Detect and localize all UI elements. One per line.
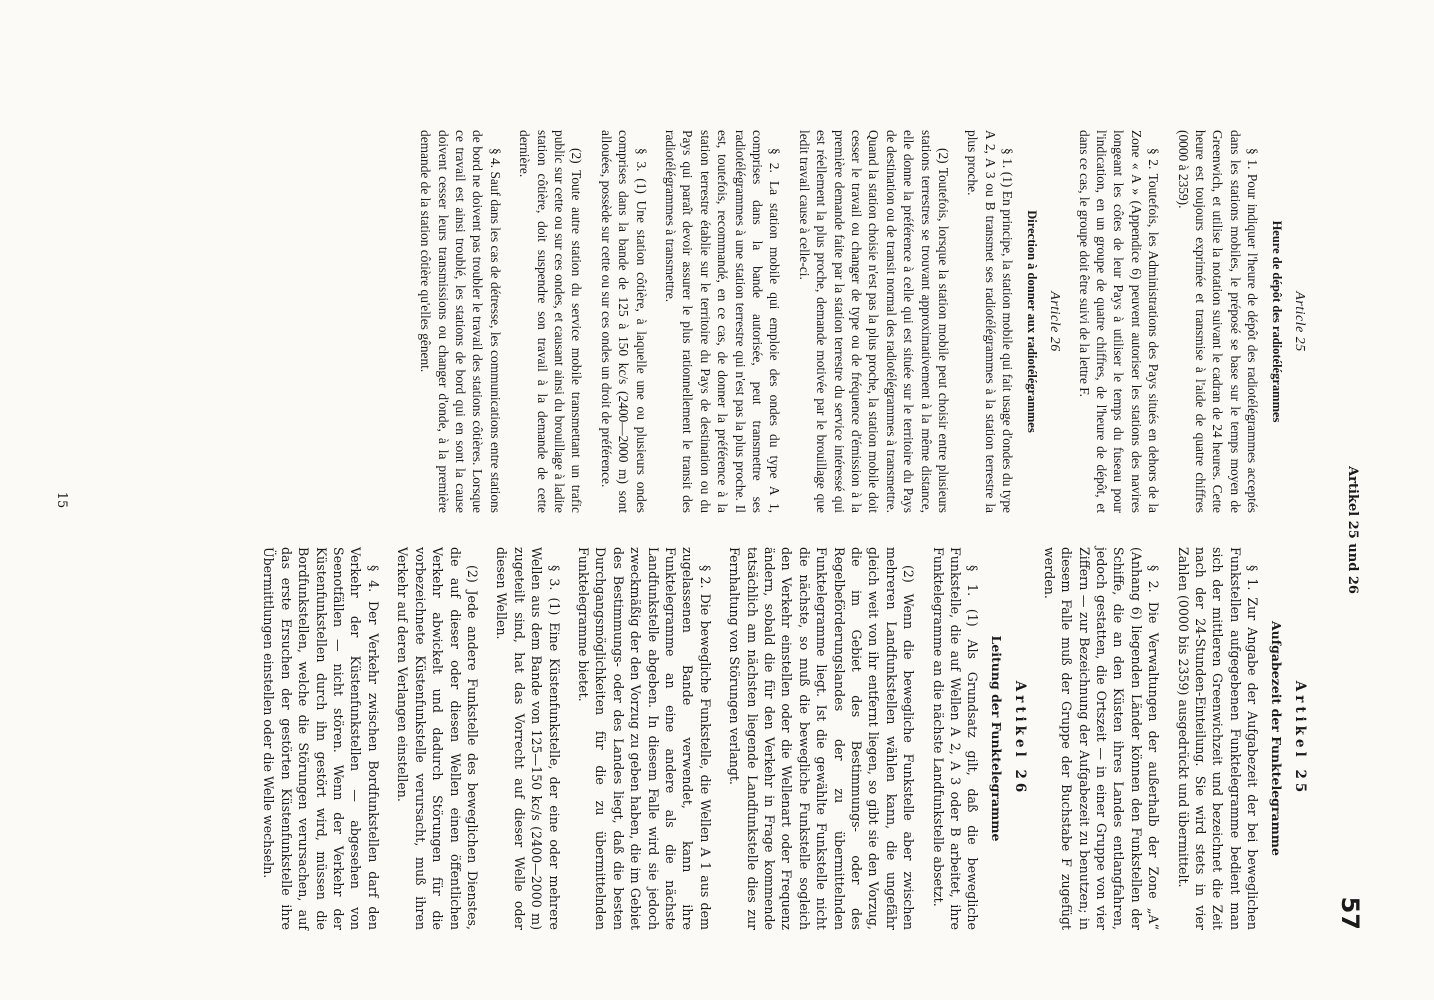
article-26-para-4-fr: § 4. Sauf dans les cas de détresse, les communications entre stations de bord ne doivent pas troubler le travail des stations côtières. Lorsque ce travail est ainsi troublé, les stations de bord qui en sont la cause doivent cesser leurs transmissions ou changer d'onde, à la première demande de la station côtière qu'elles gênent. (418, 130, 503, 513)
article-26-para-2-de: § 2. Die bewegliche Funkstelle, die Wellen A 1 aus dem zugelassenen Bande verwendet, kann ihre Funktelegramme an eine andere als die nächste Landfunkstelle abgeben. In diesem Falle wird sie jedoch zweckmäßig der den Vorzug zu geben haben, die im Gebiet des Bestimmungs- oder des Landes liegt, daß die besten Durchgangsmöglichkeiten für die zu übermittelnden Funktelegramme bietet. (575, 547, 713, 930)
article-25-title-fr: Article 25 (1292, 291, 1307, 352)
article-26-para-1b-fr: (2) Toutefois, lorsque la station mobile peut choisir entre plusieurs stations terrestres se trouvant approximativement à la même distance, elle donne la préférence à celle qui est située sur le territoire du Pays de destination ou de transit normal des radiotélégrammes à transmettre. Quand la station choisie n'est pas la plus proche, la station mobile doit cesser le travail ou changer de type ou de fréquence d'émission à la première demande faite par la station terrestre du service intéressé qui est réellement la plus proche, demande motivée par le brouillage que ledit travail cause à celle-ci. (796, 130, 952, 513)
article-25-para-1-de: § 1. Zur Angabe der Aufgabezeit der bei beweglichen Funkstellen aufgegebenen Funktelegramme bedient man sich der mittleren Greenwichzeit und bezeichnet die Zeit nach der 24-Stunden-Einteilung. Sie wird stets in vier Zahlen (0000 bis 2359) ausgedrückt und übermittelt. (1175, 547, 1261, 930)
article-26-para-3b-fr: (2) Toute autre station du service mobile transmettant un trafic public sur cette ou sur ces ondes, et causant ainsi du brouillage à ladite station côtière, doit suspendre son travail à la demande de cette dernière. (517, 130, 585, 513)
article-26-para-1b-de: (2) Wenn die bewegliche Funkstelle aber zwischen mehreren Landfunkstellen wählen kann, die ungefähr gleich weit von ihr entfernt liegen, so gibt sie den Vorzug, die im Gebiet des Bestimmungs- oder des Regelbeförderungslandes der zu übermittelnden Funktelegramme liegt. Ist die gewählte Funkstelle nicht die nächste, so muß die bewegliche Funkstelle sogleich den Verkehr einstellen oder die Wellenart oder Frequenz ändern, sobald die für den Verkehr in Frage kommende tatsächlich am nächsten liegende Landfunkstelle dies zur Fernhaltung von Störungen verlangt. (727, 547, 917, 930)
article-26-para-3b-de: (2) Jede andere Funkstelle des beweglichen Dienstes, die auf dieser oder diesen Wellen einen öffentlichen Verkehr abwickelt und dadurch Störungen für die vorbezeichnete Küstenfunkstelle verursacht, muß ihren Verkehr auf deren Verlangen einstellen. (395, 547, 480, 930)
article-25-para-1-fr: § 1. Pour indiquer l'heure de dépôt des radiotélégrammes acceptés dans les stations mobiles, le préposé se base sur le temps moyen de Greenwich, et utilise la notation suivant le cadran de 24 heures. Cette heure est toujours exprimée et transmise à l'aide de quatre chiffres (0000 à 2359). (1175, 130, 1261, 513)
article-26-para-3-de: § 3. (1) Eine Küstenfunkstelle, der eine oder mehrere Wellen aus dem Bande von 125—150 kc/s (2400—2000 m) zugeteilt sind, hat das Vorrecht auf dieser Welle oder diesen Wellen. (494, 547, 562, 930)
article-26-para-1-de: § 1. (1) Als Grundsatz gilt, daß die bewegliche Funkstelle, die auf Wellen A 2, A 3 oder B arbeitet, ihre Funktelegramme an die nächste Landfunkstelle absetzt. (930, 547, 981, 930)
article-26-title-fr: Article 26 (1047, 291, 1063, 352)
article-26-heading-de: Leitung der Funktelegramme (988, 635, 1004, 842)
page-number: 57 (1336, 896, 1364, 930)
article-26-para-2-fr: § 2. La station mobile qui emploie des ondes du type A 1, comprises dans la bande autorisée, peut transmettre ses radiotélégrammes à une station terrestre qui n'est pas la plus proche. Il est, toutefois, recommandé, en ce cas, de donner la préférence à la station terrestre établie sur le territoire du Pays de destination ou du Pays qui paraît devoir assurer le plus rationnellement le transit des radiotélégrammes à transmettre. (663, 130, 783, 513)
running-head (1324, 130, 1364, 930)
article-25-para-2-fr: § 2. Toutefois, les Administrations des Pays situés en dehors de la Zone « A » (Appendice 6) peuvent autoriser les stations des navires longeant les côtes de leur Pays à utiliser le temps du fuseau pour l'indication, en un groupe de quatre chiffres, de l'heure de dépôt, et dans ce cas, le groupe doit être suivi de la lettre F. (1076, 130, 1162, 513)
article-25-heading-fr: Heure de dépôt des radiotélégrammes (1269, 220, 1284, 423)
text-columns (248, 130, 1318, 930)
article-25-heading-de: Aufgabezeit der Funktelegramme (1268, 620, 1284, 856)
article-25-para-2-de: § 2. Die Verwaltungen der außerhalb der Zone „A“ (Anhang 6) liegenden Länder können den Funkstellen der Schiffe, die an den Küsten ihres Landes entlangfahren, jedoch gestatten, die Ortszeit — in einer Gruppe von vier Ziffern — zur Bezeichnung der Aufgabezeit zu benutzen; in diesem Falle muß der Gruppe der Buchstabe F zugefügt werden. (1041, 547, 1162, 930)
article-26-para-3-fr: § 3. (1) Une station côtière, à laquelle une ou plusieurs ondes comprises dans la bande de 125 à 150 kc/s (2400—2000 m) sont allouées, possède sur cette ou sur ces ondes un droit de préférence. (598, 130, 649, 513)
french-column (248, 130, 1318, 513)
article-26-title-de: Artikel 26 (1012, 680, 1029, 797)
article-26-para-4-de: § 4. Der Verkehr zwischen Bordfunkstellen darf den Verkehr der Küstenfunkstellen — abgesehen von Seenotfällen — nicht stören. Wenn der Verkehr der Küstenfunkstellen durch ihn gestört wird, müssen die Bordfunkstellen, welche die Störungen verursachen, auf das erste Ersuchen der gestörten Küstenfunkstelle ihre Übermittlungen einstellen oder die Welle wechseln. (261, 547, 381, 930)
running-title: Artikel 25 und 26 (1345, 466, 1360, 594)
folio-number: 15 (54, 491, 69, 509)
article-25-title-de: Artikel 25 (1292, 680, 1308, 797)
article-26-para-1-fr: § 1. (1) En principe, la station mobile qui fait usage d'ondes du type A 2, A 3 ou B transmet ses radiotélégrammes à la station terrestre la plus proche. (965, 130, 1016, 513)
german-column (248, 547, 1318, 930)
article-26-heading-fr: Direction à donner aux radiotélégrammes (1024, 210, 1039, 433)
